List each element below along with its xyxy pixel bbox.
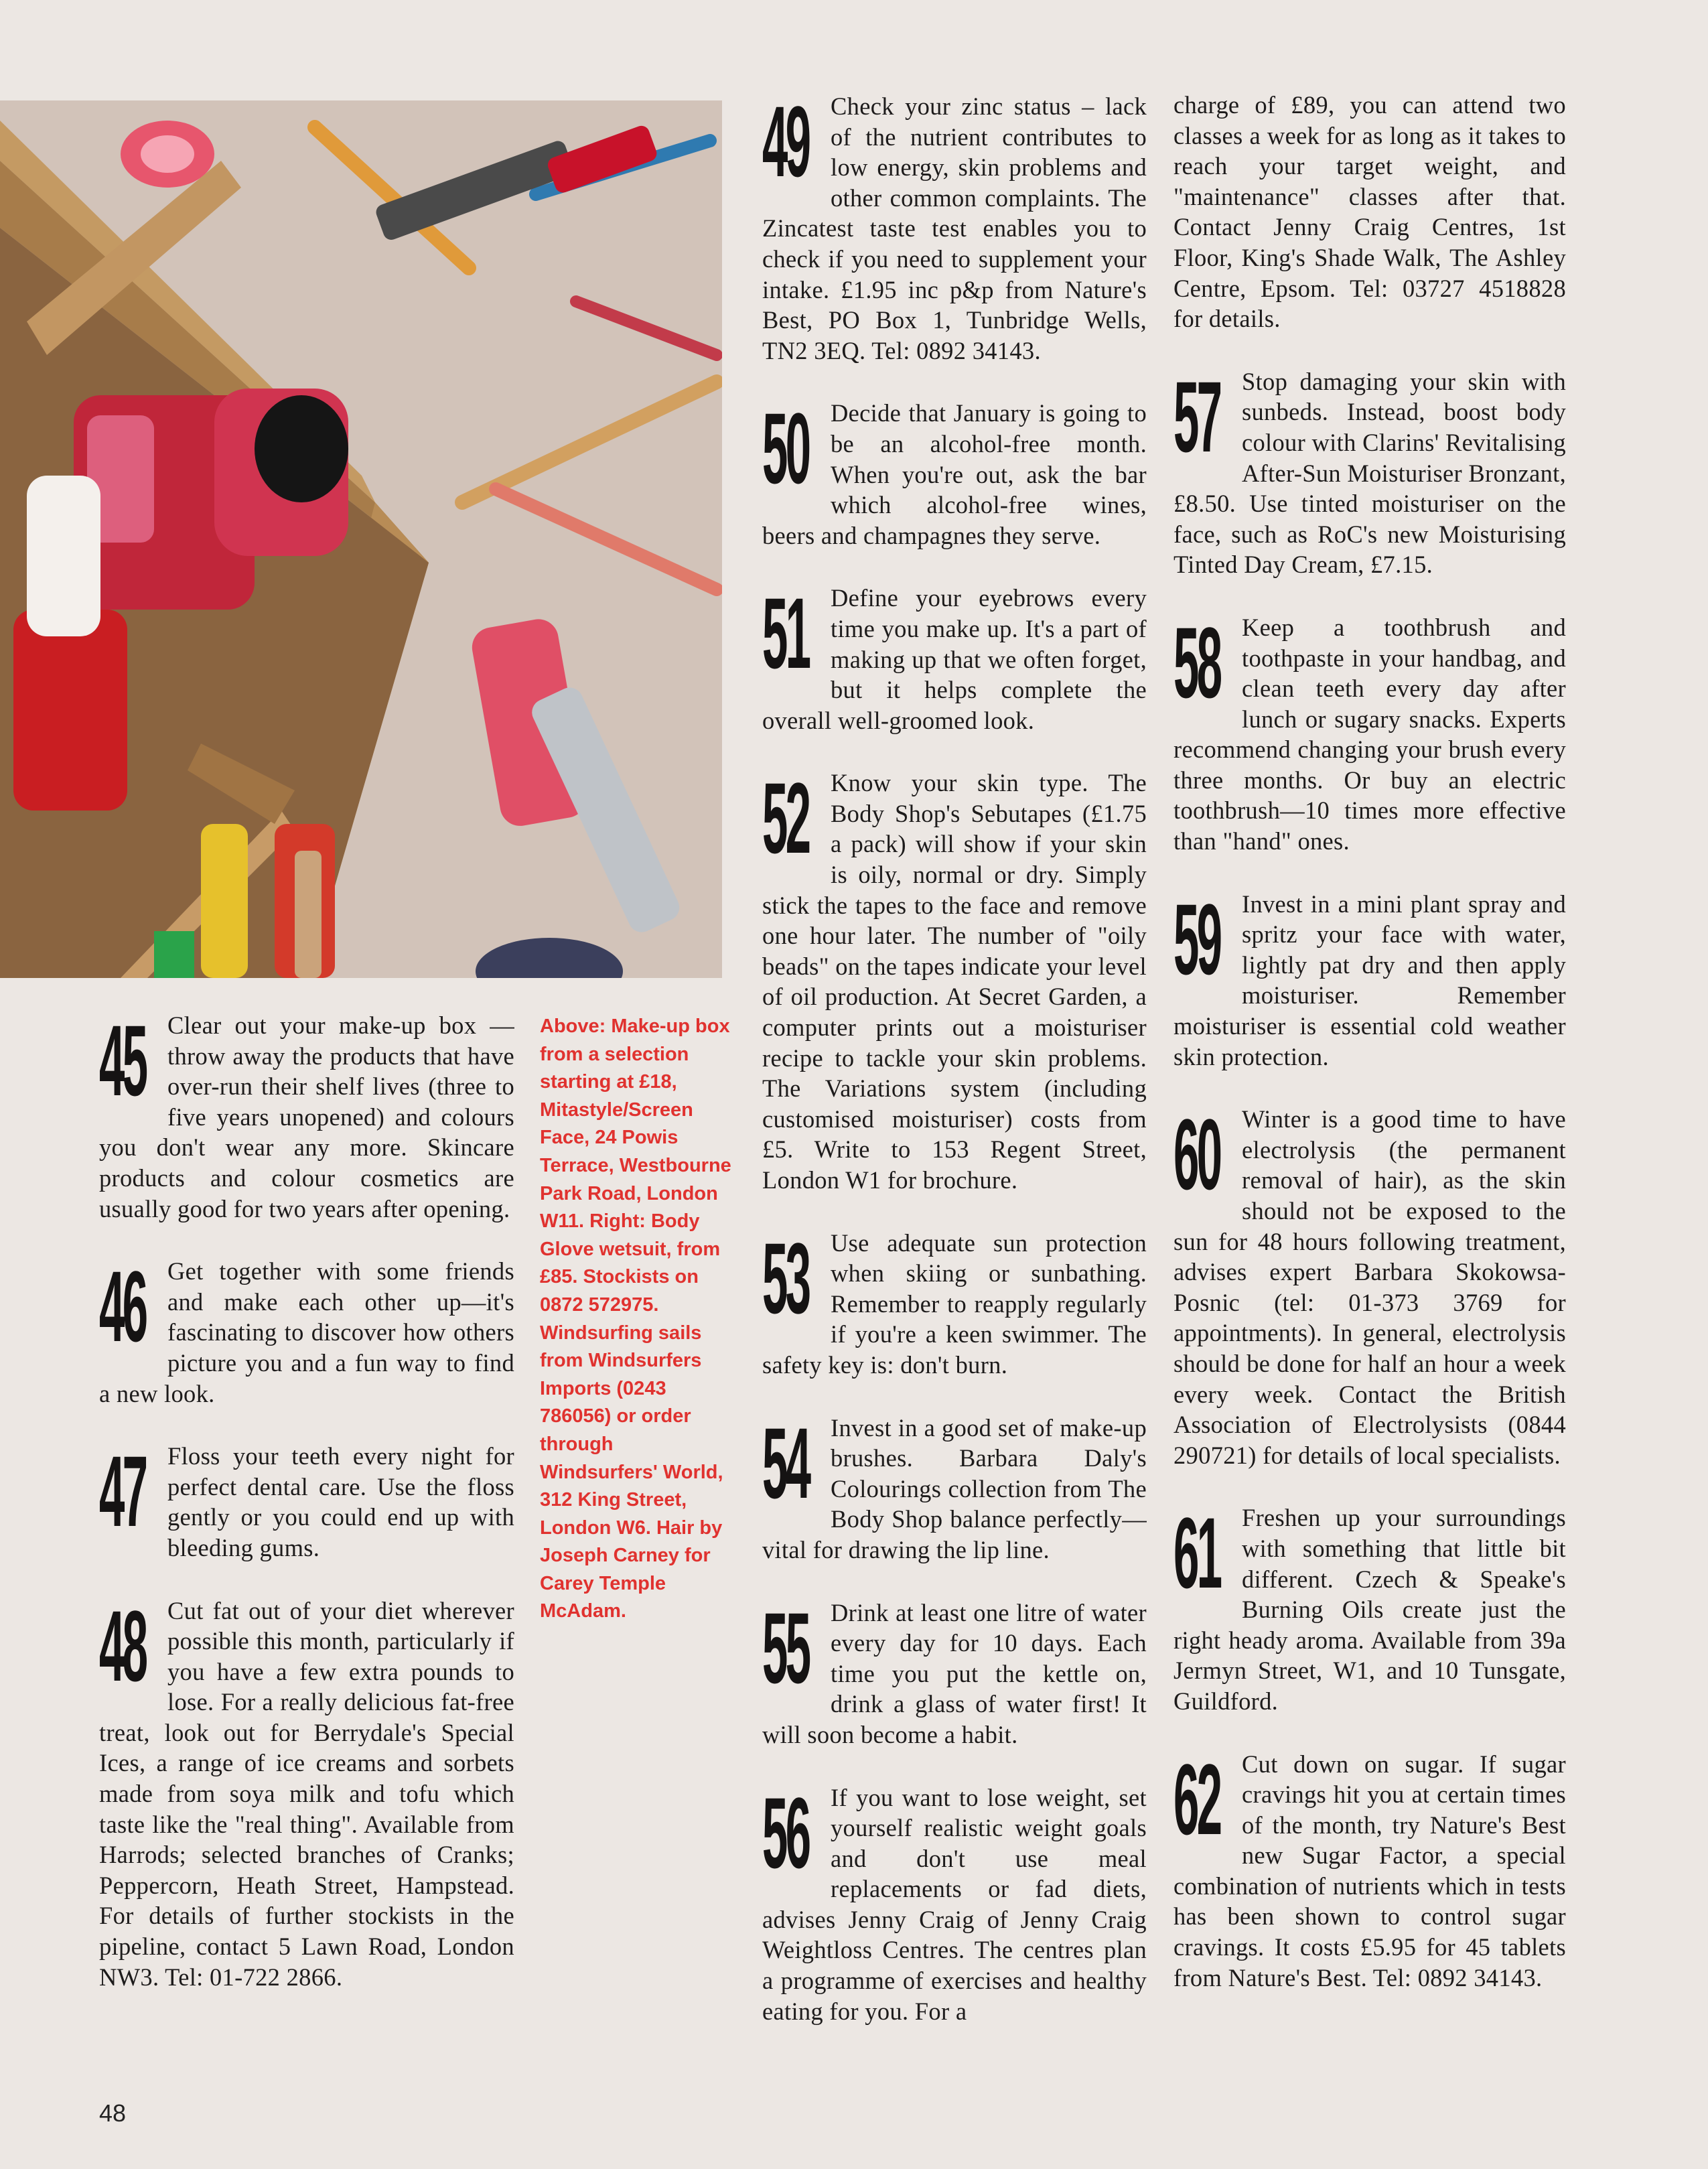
photo-caption: Above: Make-up box from a selection starting at £18, Mitastyle/Screen Face, 24 Powis Terrace, Westbourne Park Road, London W11. Right: Body Glove wetsuit, from £85. Stockists on 0872 572975. Windsurfing sails from Windsurfers Imports (0243 786056) or order through Windsurfers' World, 312 King Street, London W6. Hair by Joseph Carney for Carey Temple McAdam. [540,1016,731,1622]
tip-number: 46 [99,1250,146,1363]
tip-text: Freshen up your surroundings with something that little bit different. Czech & Speake's Burning Oils create just the right heady aroma. Available from 39a Jermyn Street, W1, and 10 Tunsgate, Guildford. [1173,1504,1566,1715]
column-2 [762,85,1147,2026]
tip-text: Winter is a good time to have electrolysis (the permanent removal of hair), as the skin should not be exposed to the sun for 48 hours following treatment, advises expert Barbara Skokowsa-Posnic (tel: 01-373 3769 for appointments). In general, electrolysis should be done for half an hour a week every week. Contact the British Association of Electrolysists (0844 290721) for details of local specialists. [1173,1105,1566,1469]
tip-text: Cut down on sugar. If sugar cravings hit you at certain times of the month, try Nature's Best new Sugar Factor, a special combination of nutrients which in tests has been shown to control sugar cravings. It costs £5.95 for 45 tablets from Nature's Best. Tel: 0892 34143. [1173,1750,1566,1991]
tip-text: Clear out your make-up box —throw away the products that have over-run their shelf lives (three to five years unopened) and colours you don't wear any more. Skincare products and colour cosmetics are usually good for two years after opening. [99,1011,514,1222]
tip-number: 48 [99,1589,146,1702]
tip-60 [1173,1098,1566,1470]
tip-number: 57 [1173,360,1220,473]
tip-number: 58 [1173,606,1220,719]
tip-text: Drink at least one litre of water every day for 10 days. Each time you put the kettle on, drink a glass of water first! It will soon become a habit. [762,1598,1147,1748]
tip-number: 54 [762,1406,809,1519]
tip-text: Keep a toothbrush and toothpaste in your handbag, and clean teeth every day after lunch or sugary snacks. Experts recommend changing your brush every three months. Or buy an electric toothbrush—10 times more effective than "hand" ones. [1173,613,1566,855]
tip-46 [99,1250,514,1409]
tip-number: 61 [1173,1496,1220,1610]
tip-text: charge of £89, you can attend two classes a week for as long as it takes to reach your target weight, and "maintenance" classes after that. Contact Jenny Craig Centres, 1st Floor, King's Shade Walk, The Ashley Centre, Epsom. Tel: 03727 4518828 for details. [1173,91,1566,333]
tip-number: 47 [99,1435,146,1548]
tip-text: Check your zinc status – lack of the nutrient contributes to low energy, skin problems and other common complaints. The Zincatest taste test enables you to check if you need to supplement your intake. £1.95 inc p&p from Nature's Best, PO Box 1, Tunbridge Wells, TN2 3EQ. Tel: 0892 34143. [762,92,1147,364]
tip-number: 55 [762,1591,809,1704]
tip-text: Invest in a mini plant spray and spritz your face with water, lightly pat dry and then apply moisturiser. Remember moisturiser is essential cold weather skin protection. [1173,890,1566,1070]
tip-53 [762,1221,1147,1381]
tip-text: Invest in a good set of make-up brushes. Barbara Daly's Colourings collection from The Body Shop balance perfectly—vital for drawing the lip line. [762,1413,1147,1563]
tip-52 [762,762,1147,1195]
tip-text: Know your skin type. The Body Shop's Sebutapes (£1.75 a pack) will show if your skin is oily, normal or dry. Simply stick the tapes to the face and remove one hour later. The number of "oily beads" on the tapes indicate your level of oil production. At Secret Garden, a computer prints out a moisturiser recipe to tackle your skin problems. The Variations system (including customised moisturiser) costs from £5. Write to 153 Regent Street, London W1 for brochure. [762,769,1147,1194]
tip-51 [762,577,1147,736]
tip-number: 56 [762,1776,809,1889]
makeup-box-photo [0,100,722,978]
tip-text: If you want to lose weight, set yourself realistic weight goals and don't use meal replacements or fad diets, advises Jenny Craig of Jenny Craig Weightloss Centres. The centres plan a programme of exercises and healthy eating for you. For a [762,1783,1147,2025]
tip-48 [99,1589,514,1993]
tip-number: 52 [762,762,809,875]
tip-number: 59 [1173,882,1220,995]
tip-54 [762,1406,1147,1565]
tip-45 [99,1004,514,1224]
tip-number: 45 [99,1004,146,1117]
tip-text: Cut fat out of your diet wherever possible this month, particularly if you have a few extra pounds to lose. For a really delicious fat-free treat, look out for Berrydale's Special Ices, a range of ice creams and sorbets made from soya milk and tofu which taste like the "real thing". Available from Harrods; selected branches of Cranks; Peppercorn, Heath Street, Hampstead. For details of further stockists in the pipeline, contact 5 Lawn Road, London NW3. Tel: 01-722 2866. [99,1596,514,1991]
tip-number: 50 [762,392,809,505]
tip-61 [1173,1496,1566,1716]
column-3 [1173,90,1566,1993]
tip-62 [1173,1742,1566,1993]
tip-number: 53 [762,1221,809,1334]
tip-text: Define your eyebrows every time you make up. It's a part of making up that we often forget, but it helps complete the overall well-groomed look. [762,584,1147,734]
tip-55 [762,1591,1147,1750]
tip-56-continued [1173,90,1566,334]
tip-58 [1173,606,1566,857]
page-number: 48 [99,2099,127,2127]
tip-text: Use adequate sun protection when skiing or sunbathing. Remember to reapply regularly if you're a keen swimmer. The safety key is: don't burn. [762,1229,1147,1379]
tip-57 [1173,360,1566,580]
tip-56 [762,1776,1147,2027]
tip-number: 51 [762,577,809,690]
tip-number: 62 [1173,1742,1220,1856]
tip-text: Stop damaging your skin with sunbeds. Instead, boost body colour with Clarins' Revitalising After-Sun Moisturiser Bronzant, £8.50. Use tinted moisturiser on the face, such as RoC's new Moisturising Tinted Day Cream, £7.15. [1173,367,1566,579]
tip-text: Get together with some friends and make each other up—it's fascinating to discover how others picture you and a fun way to find a new look. [99,1257,514,1407]
tip-49 [762,85,1147,366]
tip-number: 60 [1173,1098,1220,1211]
tip-text: Decide that January is going to be an alcohol-free month. When you're out, ask the bar which alcohol-free wines, beers and champagnes they serve. [762,399,1147,549]
tip-text: Floss your teeth every night for perfect dental care. Use the floss gently or you could end up with bleeding gums. [167,1442,514,1561]
column-1 [99,1004,514,1992]
tip-50 [762,392,1147,551]
tip-47 [99,1435,514,1563]
tip-number: 49 [762,85,809,198]
tip-59 [1173,882,1566,1072]
